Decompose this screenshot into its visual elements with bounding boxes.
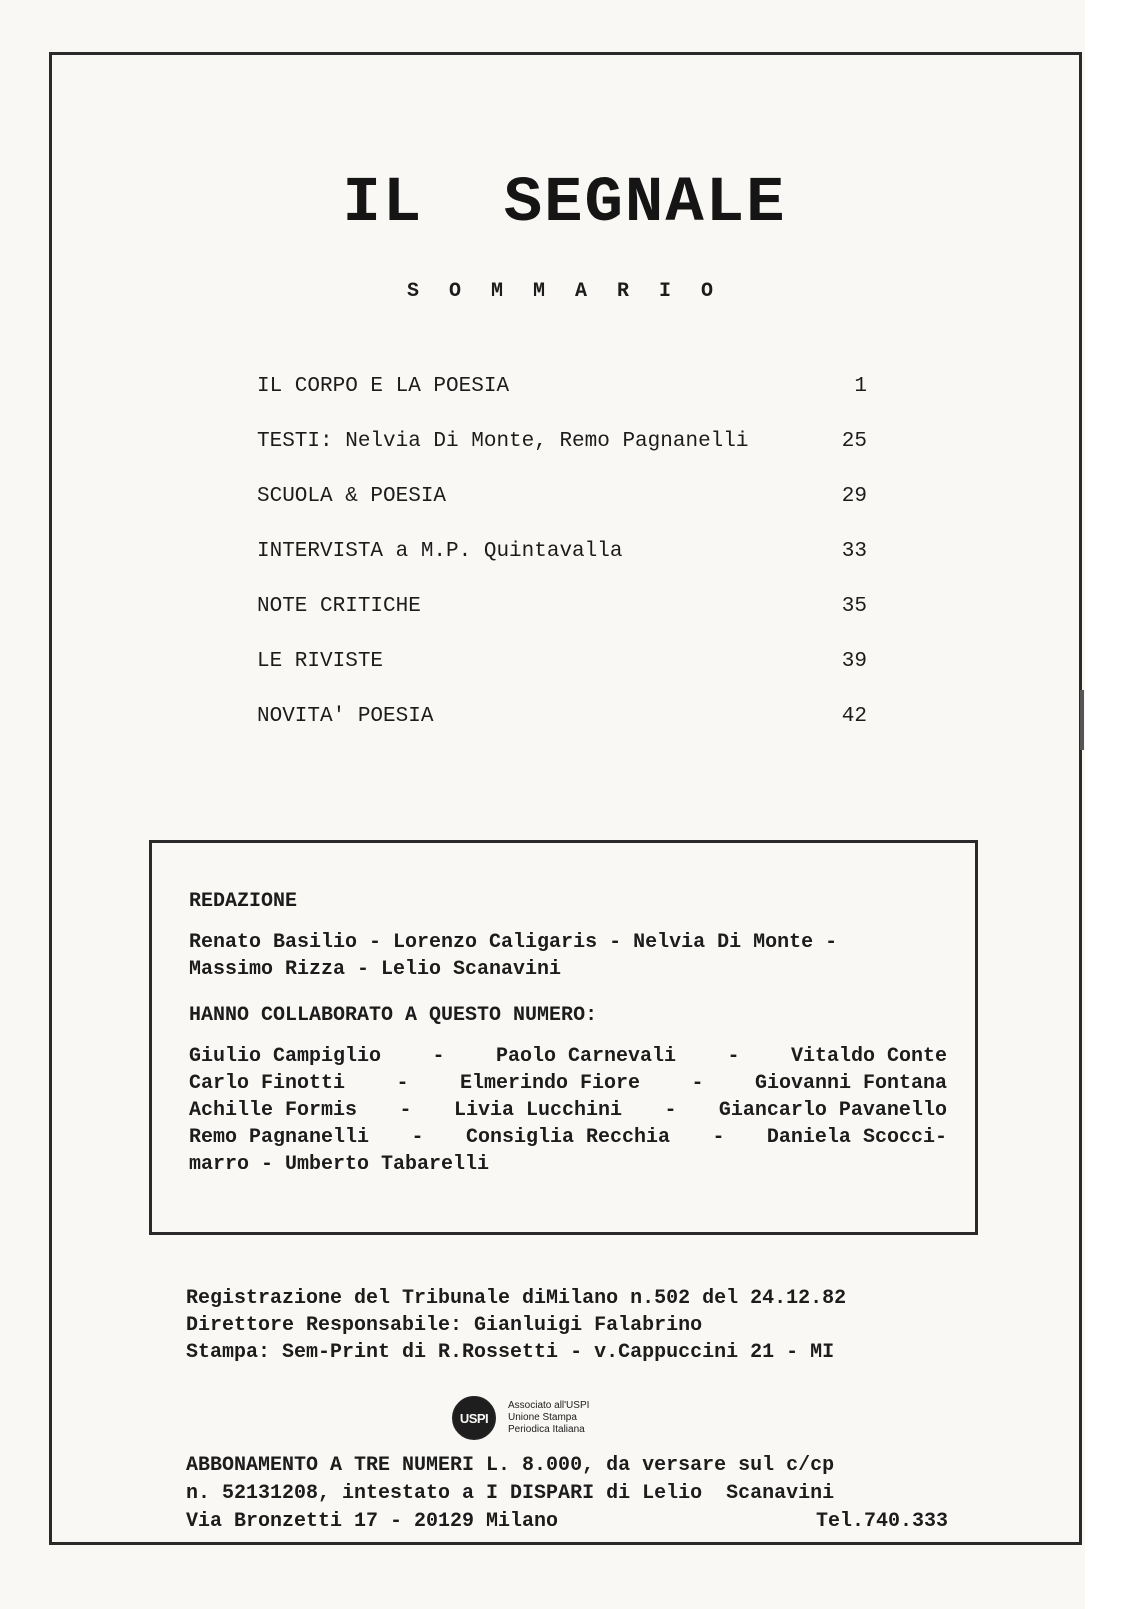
- toc-page-number: 29: [841, 485, 867, 508]
- toc-label: LE RIVISTE: [257, 650, 384, 673]
- collaboratore: Giulio Campiglio: [189, 1045, 382, 1068]
- subscription-line: [186, 1508, 948, 1536]
- toc-label: NOTE CRITICHE: [257, 595, 421, 618]
- toc-page-number: 1: [854, 375, 867, 398]
- toc-row: [257, 427, 867, 482]
- collaboratore: Vitaldo Conte: [790, 1045, 947, 1068]
- address: Via Bronzetti 17 - 20129 Milano: [186, 1510, 559, 1533]
- collaboratore: Consiglia Recchia: [465, 1126, 670, 1149]
- redazione-heading: REDAZIONE: [189, 890, 298, 913]
- collaboratore: Remo Pagnanelli: [189, 1126, 370, 1149]
- table-of-contents: [257, 372, 867, 757]
- toc-row: [257, 537, 867, 592]
- collaboratori-heading: HANNO COLLABORATO A QUESTO NUMERO:: [189, 1004, 598, 1027]
- toc-label: INTERVISTA a M.P. Quintavalla: [257, 540, 623, 563]
- separator: -: [691, 1072, 704, 1095]
- separator: -: [396, 1072, 409, 1095]
- uspi-caption-line: Associato all'USPI: [508, 1400, 590, 1411]
- legal-line: Direttore Responsabile: Gianluigi Falabrino: [186, 1314, 703, 1337]
- section-heading: S O M M A R I O: [406, 280, 723, 303]
- subscription-info: [186, 1452, 948, 1536]
- collaboratori-line: [189, 1070, 947, 1097]
- toc-page-number: 33: [841, 540, 867, 563]
- telephone: Tel.740.333: [815, 1510, 948, 1533]
- redazione-line: Renato Basilio - Lorenzo Caligaris - Nelvia Di Monte -: [189, 931, 838, 954]
- subscription-line: ABBONAMENTO A TRE NUMERI L. 8.000, da versare sul c/cp: [186, 1454, 835, 1477]
- separator: -: [664, 1099, 677, 1122]
- uspi-caption-line: Periodica Italiana: [508, 1424, 585, 1435]
- toc-page-number: 39: [841, 650, 867, 673]
- separator: -: [432, 1045, 445, 1068]
- collaboratori-line: marro - Umberto Tabarelli: [189, 1153, 490, 1176]
- separator: -: [727, 1045, 740, 1068]
- toc-row: [257, 592, 867, 647]
- legal-line: Registrazione del Tribunale diMilano n.502 del 24.12.82: [186, 1287, 847, 1310]
- edge-mark: [1080, 690, 1084, 750]
- separator: -: [399, 1099, 412, 1122]
- collaboratore: Daniela Scocci-: [766, 1126, 947, 1149]
- toc-label: TESTI: Nelvia Di Monte, Remo Pagnanelli: [257, 430, 749, 453]
- toc-row: [257, 482, 867, 537]
- collaboratore: Livia Lucchini: [453, 1099, 622, 1122]
- magazine-title: IL SEGNALE: [342, 168, 787, 240]
- collaboratori-line: [189, 1124, 947, 1151]
- collaboratore: Giancarlo Pavanello: [718, 1099, 947, 1122]
- credits-box: [149, 840, 978, 1235]
- collaboratore: Achille Formis: [189, 1099, 358, 1122]
- collaboratori-line: [189, 1043, 947, 1070]
- toc-row: [257, 647, 867, 702]
- uspi-caption: [508, 1400, 589, 1436]
- toc-label: NOVITA' POESIA: [257, 705, 434, 728]
- uspi-logo-icon: USPI: [452, 1396, 496, 1440]
- toc-page-number: 25: [841, 430, 867, 453]
- toc-row: [257, 372, 867, 427]
- collaboratore: Carlo Finotti: [189, 1072, 346, 1095]
- uspi-badge: [452, 1396, 589, 1440]
- separator: -: [411, 1126, 424, 1149]
- redazione-line: Massimo Rizza - Lelio Scanavini: [189, 958, 562, 981]
- toc-page-number: 35: [841, 595, 867, 618]
- toc-label: IL CORPO E LA POESIA: [257, 375, 510, 398]
- collaboratori-line: [189, 1097, 947, 1124]
- collaboratore: Elmerindo Fiore: [459, 1072, 641, 1095]
- uspi-caption-line: Unione Stampa: [508, 1412, 577, 1423]
- legal-line: Stampa: Sem-Print di R.Rossetti - v.Cappuccini 21 - MI: [186, 1341, 835, 1364]
- toc-row: [257, 702, 867, 757]
- toc-label: SCUOLA & POESIA: [257, 485, 447, 508]
- legal-notice: [186, 1285, 948, 1366]
- toc-page-number: 42: [841, 705, 867, 728]
- separator: -: [712, 1126, 725, 1149]
- collaboratore: Giovanni Fontana: [754, 1072, 947, 1095]
- subscription-line: n. 52131208, intestato a I DISPARI di Lelio Scanavini: [186, 1482, 835, 1505]
- collaboratore: Paolo Carnevali: [495, 1045, 677, 1068]
